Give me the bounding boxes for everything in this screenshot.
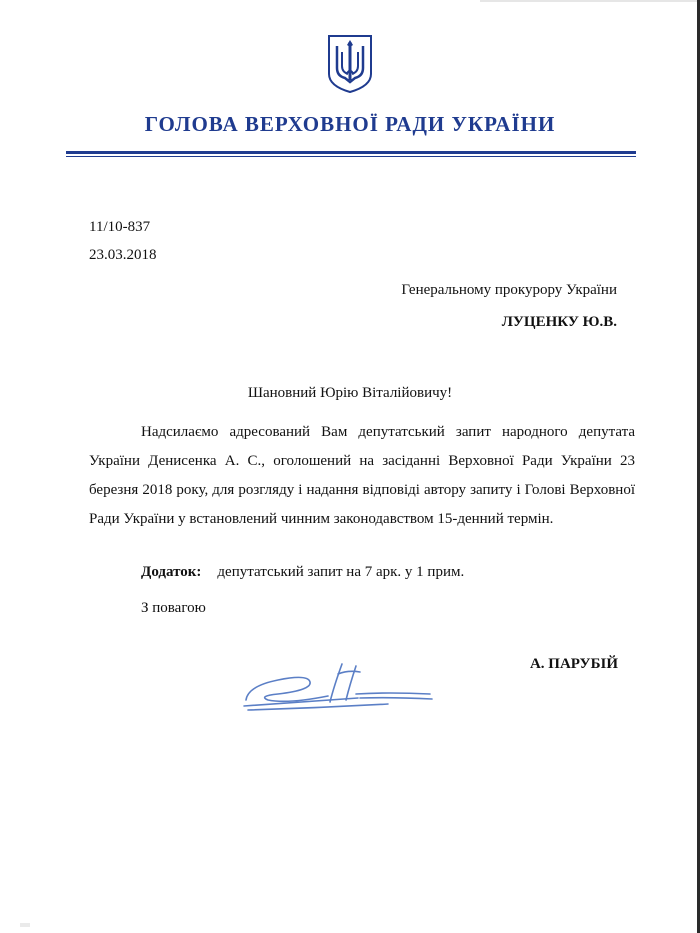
letterhead-rule-thin [66,156,636,157]
letterhead-title: ГОЛОВА ВЕРХОВНОЇ РАДИ УКРАЇНИ [144,112,556,136]
handwritten-signature [238,656,438,716]
letter-body: Надсилаємо адресований Вам депутатський запит народного депутата України Денисенка А. С., оголошений на засіданні Верховної Ради України 23 березня 2018 року, для розгляду і надання відповіді автору запиту і Голові Верховної Ради України у встановлений чинним законодавством 15-денний термін. [89,424,635,527]
signatory-name: А. ПАРУБІЙ [529,656,618,672]
attachment-line [141,564,464,581]
trident-emblem-icon [326,34,374,94]
scan-artifact-top [480,0,700,2]
salutation: Шановний Юрію Віталійовичу! [247,385,453,401]
reference-date: 23.03.2018 [89,247,157,263]
attachment-text: депутатський запит на 7 арк. у 1 прим. [217,564,465,580]
addressee-name: ЛУЦЕНКУ Ю.В. [501,314,617,330]
closing-phrase: З повагою [141,600,206,616]
addressee-position: Генеральному прокурору України [401,282,617,298]
scan-artifact-corner [20,923,30,927]
letterhead-rule-thick [66,151,636,154]
attachment-label: Додаток: [141,564,202,580]
reference-number: 11/10-837 [89,219,151,235]
